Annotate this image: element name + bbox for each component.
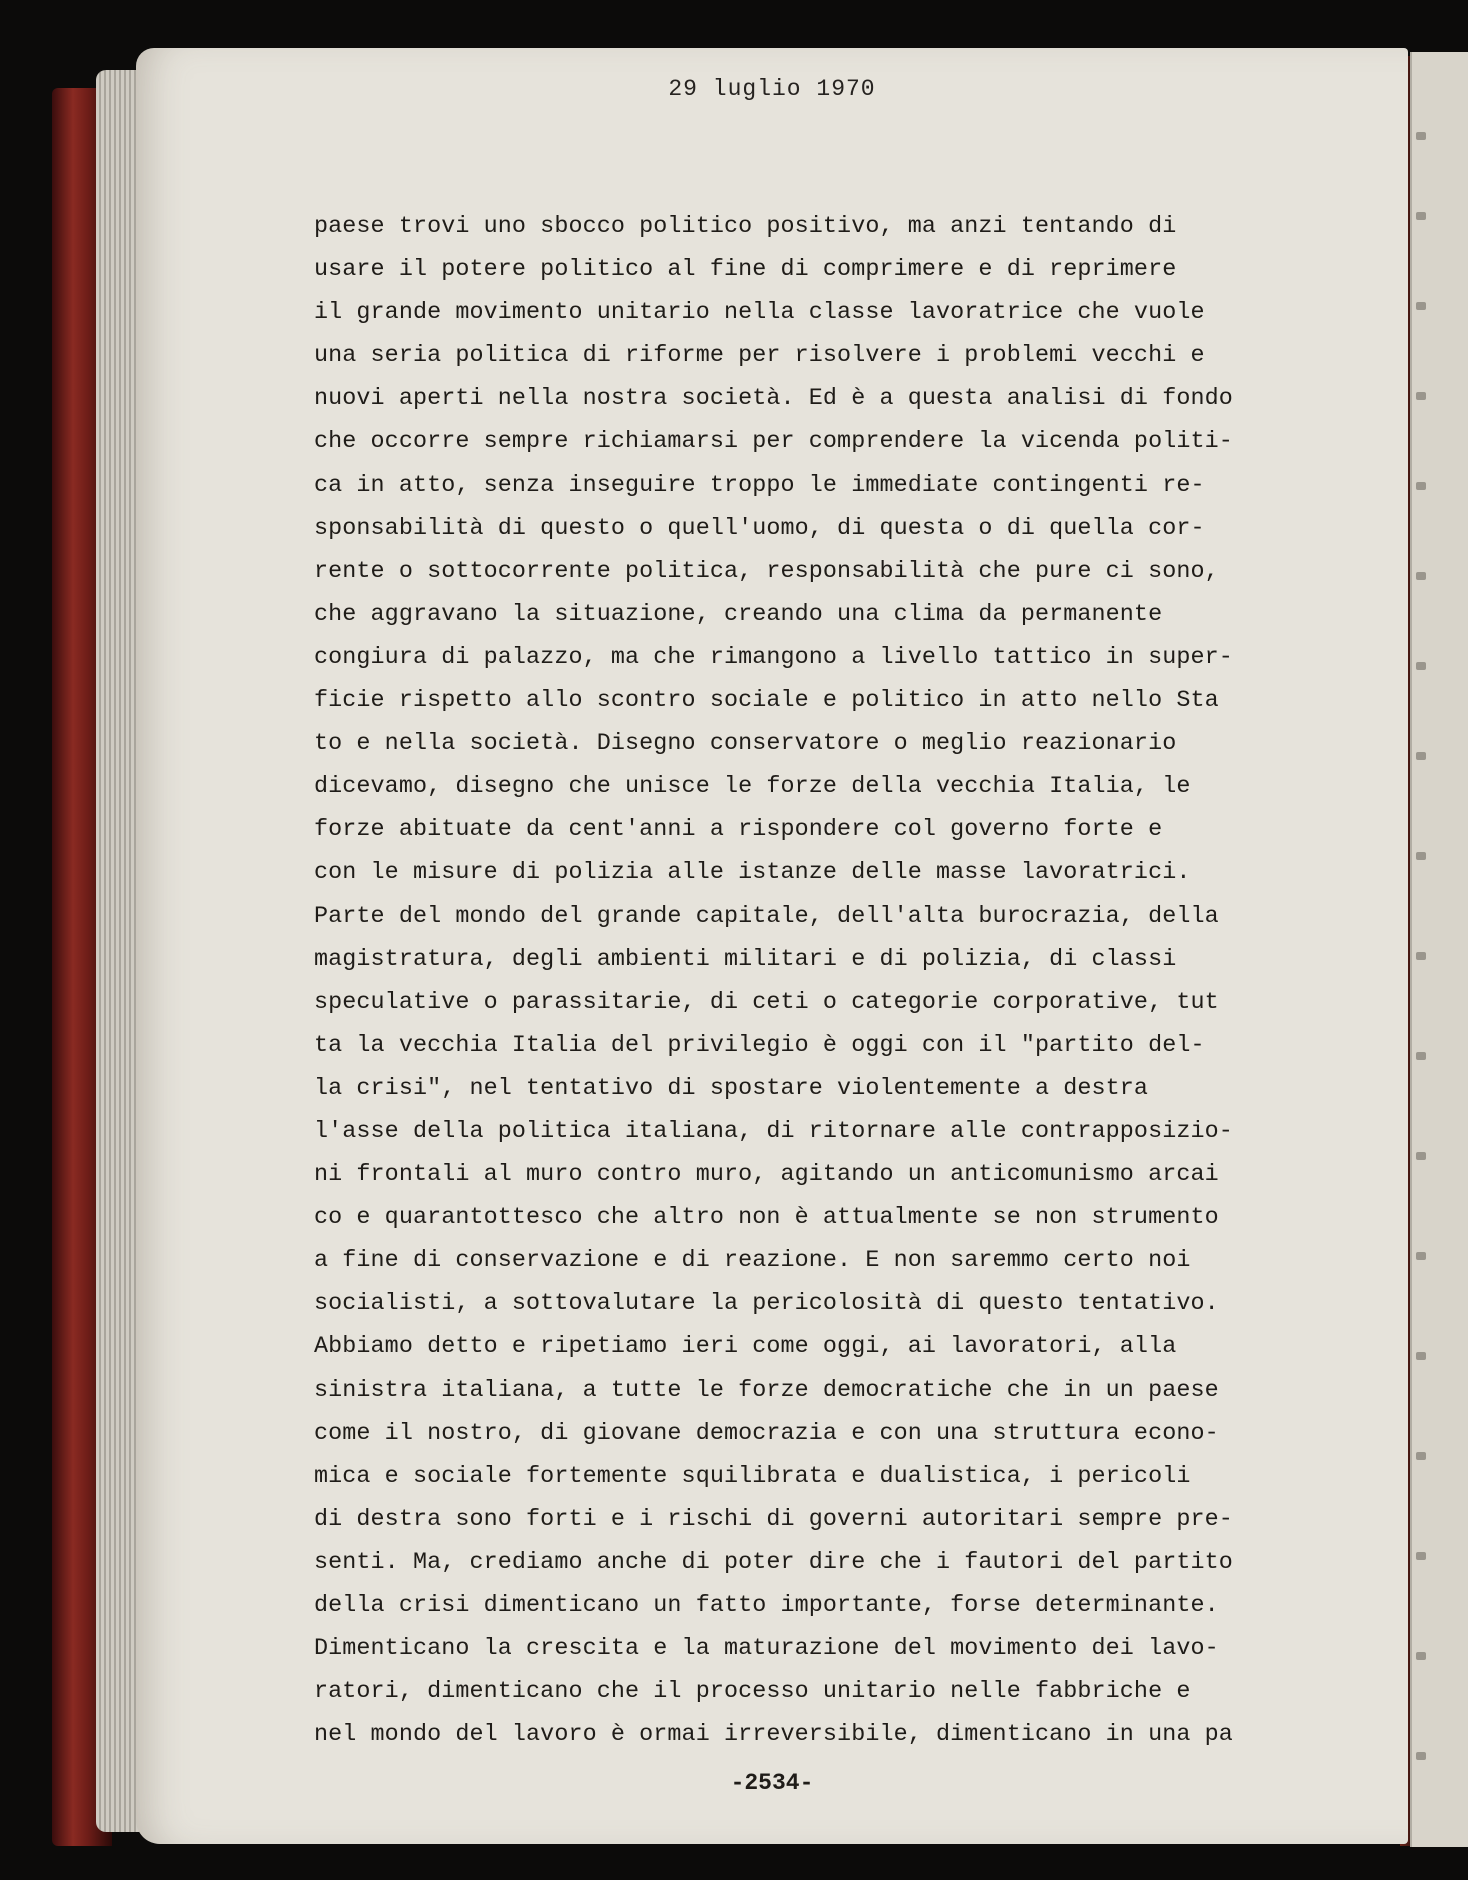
- text-line: paese trovi uno sbocco politico positivo, ma anzi tentando di: [314, 214, 1177, 240]
- text-line: co e quarantottesco che altro non è attualmente se non strumento: [314, 1205, 1219, 1232]
- text-line: forze abituate da cent'anni a rispondere col governo forte e: [314, 817, 1163, 844]
- page-tab: [1416, 1052, 1426, 1060]
- page-tab: [1416, 1452, 1426, 1460]
- page-tab: [1416, 1752, 1426, 1760]
- text-line: Abbiamo detto e ripetiamo ieri come oggi, ai lavoratori, alla: [314, 1334, 1177, 1361]
- text-line: a fine di conservazione e di reazione. E non saremmo certo noi: [314, 1248, 1191, 1275]
- page-tab: [1416, 852, 1426, 860]
- text-line: che aggravano la situazione, creando una clima da permanente: [314, 601, 1163, 628]
- page-tab: [1416, 572, 1426, 580]
- text-line: una seria politica di riforme per risolvere i problemi vecchi e: [314, 343, 1205, 370]
- page-tab: [1416, 752, 1426, 760]
- text-line: ni frontali al muro contro muro, agitando un anticomunismo arcai: [314, 1162, 1219, 1189]
- page-tab: [1416, 662, 1426, 670]
- page-number: -2534-: [730, 1770, 814, 1796]
- text-line: magistratura, degli ambienti militari e di polizia, di classi: [314, 946, 1177, 973]
- text-line: della crisi dimenticano un fatto importante, forse determinante.: [314, 1593, 1219, 1619]
- page-tab: [1416, 392, 1426, 400]
- text-line: l'asse della politica italiana, di ritornare alle contrapposizio-: [314, 1118, 1233, 1145]
- text-line: con le misure di polizia alle istanze delle masse lavoratrici.: [314, 860, 1191, 887]
- text-line: che occorre sempre richiamarsi per comprendere la vicenda politi-: [314, 429, 1233, 456]
- page-tab: [1416, 212, 1426, 220]
- text-line: la crisi", nel tentativo di spostare violentemente a destra: [314, 1075, 1149, 1102]
- page-tab: [1416, 1352, 1426, 1360]
- text-line: Parte del mondo del grande capitale, dell'alta burocrazia, della: [314, 903, 1219, 930]
- text-line: congiura di palazzo, ma che rimangono a livello tattico in super-: [314, 644, 1233, 671]
- page-tab: [1416, 952, 1426, 960]
- text-line: rente o sottocorrente politica, responsabilità che pure ci sono,: [314, 558, 1219, 585]
- text-line: il grande movimento unitario nella classe lavoratrice che vuole: [314, 300, 1205, 327]
- text-line: mica e sociale fortemente squilibrata e dualistica, i pericoli: [314, 1463, 1191, 1490]
- text-line: dicevamo, disegno che unisce le forze della vecchia Italia, le: [314, 774, 1191, 801]
- page-tab: [1416, 302, 1426, 310]
- page-body-text: [314, 206, 1394, 1757]
- page-tab: [1416, 1652, 1426, 1660]
- page-tab: [1416, 1552, 1426, 1560]
- text-line: ta la vecchia Italia del privilegio è oggi con il "partito del-: [314, 1032, 1205, 1059]
- text-line: ficie rispetto allo scontro sociale e politico in atto nello Sta: [314, 688, 1219, 715]
- text-line: to e nella società. Disegno conservatore o meglio reazionario: [314, 731, 1177, 758]
- text-line: di destra sono forti e i rischi di governi autoritari sempre pre-: [314, 1506, 1233, 1533]
- text-line: socialisti, a sottovalutare la pericolosità di questo tentativo.: [314, 1291, 1219, 1318]
- page-header-date: 29 luglio 1970: [668, 76, 876, 102]
- page-tab: [1416, 132, 1426, 140]
- page-tab: [1416, 482, 1426, 490]
- document-page: [136, 48, 1408, 1844]
- adjacent-page-edge: [1410, 52, 1468, 1847]
- text-line: ca in atto, senza inseguire troppo le immediate contingenti re-: [314, 472, 1205, 499]
- page-tab: [1416, 1152, 1426, 1160]
- text-line: Dimenticano la crescita e la maturazione del movimento dei lavo-: [314, 1636, 1219, 1663]
- text-line: senti. Ma, crediamo anche di poter dire che i fautori del partito: [314, 1549, 1233, 1576]
- text-line: ratori, dimenticano che il processo unitario nelle fabbriche e: [314, 1679, 1191, 1706]
- text-line: nuovi aperti nella nostra società. Ed è a questa analisi di fondo: [314, 386, 1233, 413]
- text-line: nel mondo del lavoro è ormai irreversibile, dimenticano in una pa: [314, 1722, 1233, 1749]
- page-tab: [1416, 1252, 1426, 1260]
- text-line: sponsabilità di questo o quell'uomo, di questa o di quella cor-: [314, 515, 1205, 542]
- text-line: sinistra italiana, a tutte le forze democratiche che in un paese: [314, 1377, 1219, 1404]
- text-line: speculative o parassitarie, di ceti o categorie corporative, tut: [314, 989, 1219, 1016]
- text-line: come il nostro, di giovane democrazia e con una struttura econo-: [314, 1420, 1219, 1447]
- text-line: usare il potere politico al fine di comprimere e di reprimere: [314, 257, 1177, 284]
